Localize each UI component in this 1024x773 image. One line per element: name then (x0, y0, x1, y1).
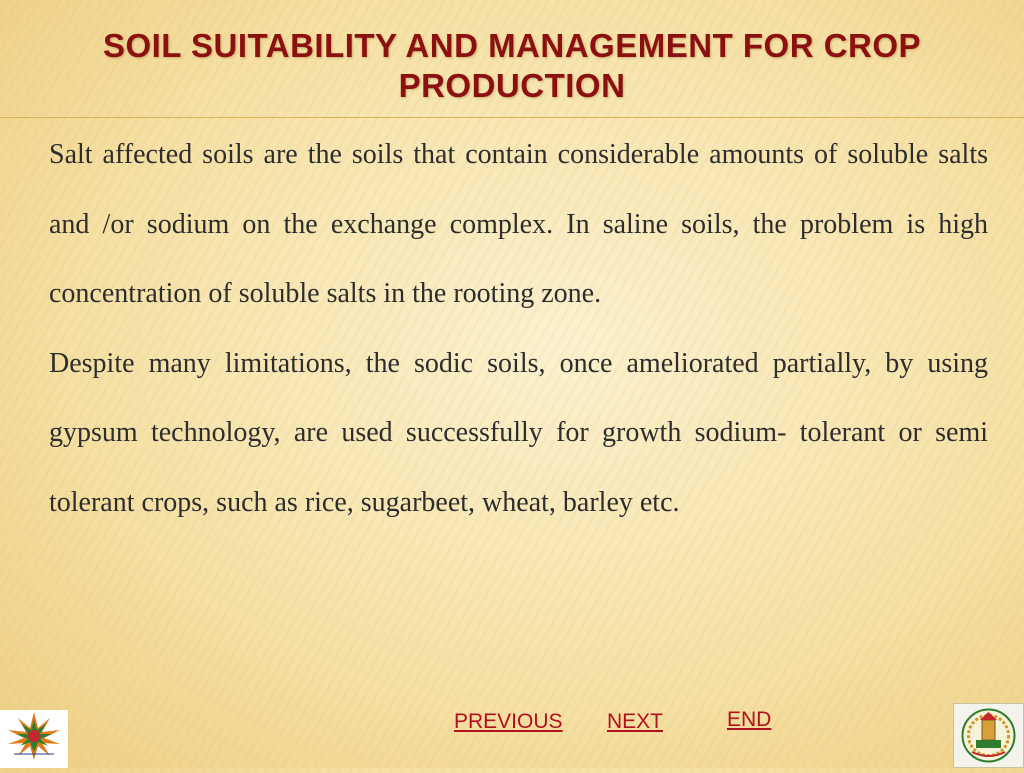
paragraph-sodic-soils: Despite many limitations, the sodic soils, once ameliorated partially, by using gypsum technology, are used successfully for growth sodium- tolerant or semi tolerant crops, such as rice, sugarbeet, wheat, barley etc. (49, 347, 988, 518)
naip-logo (0, 710, 68, 768)
slide-title: SOIL SUITABILITY AND MANAGEMENT FOR CROP PRODUCTION (102, 27, 922, 104)
next-link[interactable]: NEXT (607, 710, 664, 733)
end-link[interactable]: END (727, 708, 772, 731)
title-divider (0, 117, 1024, 118)
university-emblem (953, 703, 1024, 768)
slide-body (49, 120, 988, 537)
paragraph-salt-affected-soils: Salt affected soils are the soils that contain considerable amounts of soluble salts and /or sodium on the exchange complex. In saline soils, the problem is high concentration of soluble salts in the rooting zone. (49, 139, 988, 309)
emblem-icon (954, 704, 1023, 767)
naip-star-icon (0, 710, 68, 768)
previous-link[interactable]: PREVIOUS (454, 710, 563, 733)
